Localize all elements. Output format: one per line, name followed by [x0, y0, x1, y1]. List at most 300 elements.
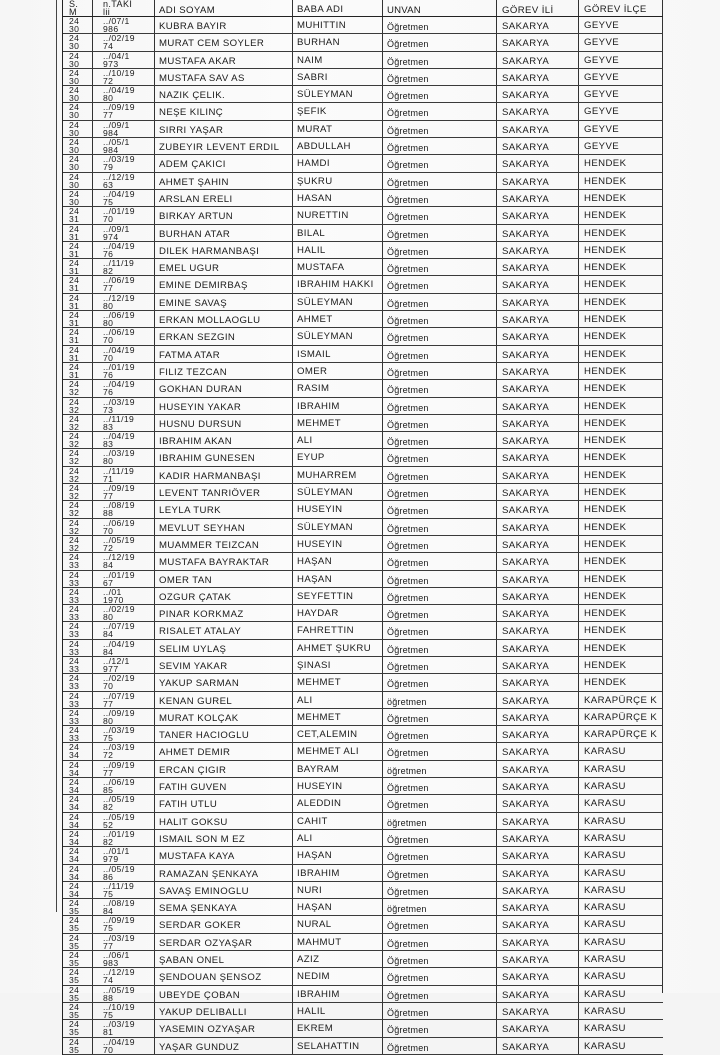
row-tc-cell: ../04/19 70 [93, 346, 155, 362]
row-title-cell: Öğretmen [383, 571, 497, 587]
personnel-table [62, 0, 663, 1055]
header-province: GÖREV İLİ [497, 0, 579, 16]
row-father-cell: NURETTIN [293, 207, 383, 223]
row-name-cell: FILIZ TEZCAN [155, 363, 293, 379]
row-title-cell: Öğretmen [383, 346, 497, 362]
row-tc-cell: ../12/19 84 [93, 553, 155, 569]
row-tc-cell: ../03/19 81 [93, 1020, 155, 1036]
row-sm-cell: 24 30 [63, 155, 93, 171]
row-father-cell: AHMET ŞUKRU [293, 640, 383, 656]
row-district-cell: HENDEK [584, 469, 627, 481]
row-sm-cell: 24 34 [63, 743, 93, 759]
row-province-cell: SAKARYA [497, 415, 579, 431]
header-name: ADI SOYAM [155, 0, 293, 16]
header-title: UNVAN [383, 0, 497, 16]
row-father-cell: MEHMET ALI [293, 743, 383, 759]
row-sm-cell: 24 30 [63, 190, 93, 206]
table-row [63, 173, 663, 190]
row-province-cell: SAKARYA [497, 1020, 579, 1036]
row-province-cell: SAKARYA [497, 398, 579, 414]
row-father-cell: NEDIM [293, 968, 383, 984]
row-father-cell: ŞUKRU [293, 173, 383, 189]
table-row [63, 830, 663, 847]
row-tc-cell: ../05/19 86 [93, 865, 155, 881]
row-name-cell: SERDAR GOKER [155, 916, 293, 932]
row-father-cell: SÜLEYMAN [293, 519, 383, 535]
table-row [63, 692, 663, 709]
row-name-cell: OZGUR ÇATAK [155, 588, 293, 604]
row-title-cell: Öğretmen [383, 86, 497, 102]
table-row [63, 865, 663, 882]
row-father-cell: HAŞAN [293, 553, 383, 569]
row-father-cell: CAHIT [293, 813, 383, 829]
row-province-cell: SAKARYA [497, 328, 579, 344]
row-province-cell: SAKARYA [497, 865, 579, 881]
row-district-cell: HENDEK [584, 227, 627, 239]
row-title-cell: Öğretmen [383, 432, 497, 448]
row-district-cell: HENDEK [584, 435, 627, 447]
row-province-cell: SAKARYA [497, 622, 579, 638]
row-title-cell: Öğretmen [383, 830, 497, 846]
header-sm: S. M [63, 0, 93, 16]
row-sm-cell: 24 35 [63, 1003, 93, 1019]
row-sm-cell: 24 32 [63, 432, 93, 448]
row-province-cell: SAKARYA [497, 571, 579, 587]
row-province-cell: SAKARYA [497, 1003, 579, 1019]
table-row [63, 86, 663, 103]
table-row [63, 155, 663, 172]
table-row [63, 380, 663, 397]
table-row [63, 571, 663, 588]
row-district-cell: HENDEK [584, 279, 627, 291]
row-title-cell: Öğretmen [383, 155, 497, 171]
row-title-cell: Öğretmen [383, 709, 497, 725]
row-province-cell: SAKARYA [497, 1038, 579, 1054]
row-district-cell: GEYVE [584, 123, 620, 135]
row-father-cell: ALEDDIN [293, 795, 383, 811]
row-sm-cell: 24 30 [63, 103, 93, 119]
row-province-cell: SAKARYA [497, 363, 579, 379]
row-sm-cell: 24 35 [63, 1038, 93, 1054]
row-title-cell: Öğretmen [383, 968, 497, 984]
row-tc-cell: ../07/19 77 [93, 692, 155, 708]
row-district-cell: KARASU [584, 815, 626, 827]
row-sm-cell: 24 33 [63, 622, 93, 638]
table-row [63, 882, 663, 899]
row-sm-cell: 24 32 [63, 501, 93, 517]
row-sm-cell: 24 32 [63, 380, 93, 396]
row-district-cell: GEYVE [584, 20, 620, 31]
row-sm-cell: 24 31 [63, 207, 93, 223]
row-name-cell: DILEK HARMANBAŞI [155, 242, 293, 258]
table-row [63, 501, 663, 518]
row-father-cell: EKREM [293, 1020, 383, 1036]
row-district-cell: HENDEK [584, 348, 627, 360]
row-province-cell: SAKARYA [497, 519, 579, 535]
row-province-cell: SAKARYA [497, 467, 579, 483]
row-name-cell: YAKUP SARMAN [155, 674, 293, 690]
row-title-cell: Öğretmen [383, 259, 497, 275]
row-district-cell: HENDEK [584, 573, 627, 585]
row-sm-cell: 24 34 [63, 761, 93, 777]
table-row [63, 622, 663, 639]
row-father-cell: BILAL [293, 225, 383, 241]
row-sm-cell: 24 33 [63, 640, 93, 656]
row-father-cell: IBRAHIM [293, 986, 383, 1002]
row-district-cell: KARASU [584, 746, 626, 758]
row-title-cell: Öğretmen [383, 328, 497, 344]
row-district-cell: HENDEK [584, 521, 627, 533]
row-sm-cell: 24 31 [63, 363, 93, 379]
row-district-cell: KARASU [584, 781, 626, 793]
row-tc-cell: ../03/19 77 [93, 934, 155, 950]
row-title-cell: Öğretmen [383, 311, 497, 327]
row-district-cell: HENDEK [584, 625, 627, 637]
row-name-cell: RISALET ATALAY [155, 622, 293, 638]
row-father-cell: SELAHATTIN [293, 1038, 383, 1054]
table-row [63, 242, 663, 259]
row-district-cell: KARASU [584, 919, 626, 931]
row-province-cell: SAKARYA [497, 346, 579, 362]
row-title-cell: Öğretmen [383, 501, 497, 517]
row-tc-cell: ../09/19 77 [93, 761, 155, 777]
row-name-cell: FATIH GUVEN [155, 778, 293, 794]
table-row [63, 778, 663, 795]
row-father-cell: MEHMET [293, 709, 383, 725]
row-tc-cell: ../02/19 80 [93, 605, 155, 621]
row-sm-cell: 24 32 [63, 519, 93, 535]
row-district-cell: HENDEK [584, 504, 627, 516]
table-row [63, 1038, 663, 1055]
row-district-cell: GEYVE [584, 141, 620, 153]
row-title-cell: Öğretmen [383, 588, 497, 604]
row-name-cell: MUAMMER TEIZCAN [155, 536, 293, 552]
row-tc-cell: ../07/19 84 [93, 622, 155, 638]
row-title-cell: Öğretmen [383, 726, 497, 742]
row-sm-cell: 24 30 [63, 138, 93, 154]
row-title-cell: Öğretmen [383, 795, 497, 811]
table-row [63, 1020, 663, 1037]
row-tc-cell: ../09/19 77 [93, 484, 155, 500]
row-father-cell: RASIM [293, 380, 383, 396]
row-sm-cell: 24 35 [63, 1020, 93, 1036]
table-row [63, 519, 663, 536]
row-province-cell: SAKARYA [497, 207, 579, 223]
table-row [63, 553, 663, 570]
table-row [63, 761, 663, 778]
row-father-cell: SÜLEYMAN [293, 86, 383, 102]
row-tc-cell: ../09/19 80 [93, 709, 155, 725]
row-province-cell: SAKARYA [497, 34, 579, 50]
row-name-cell: AHMET DEMIR [155, 743, 293, 759]
row-name-cell: GOKHAN DURAN [155, 380, 293, 396]
row-title-cell: Öğretmen [383, 986, 497, 1002]
row-district-cell: GEYVE [584, 37, 620, 49]
row-name-cell: MUSTAFA SAV AS [155, 69, 293, 85]
row-title-cell: Öğretmen [383, 674, 497, 690]
row-district-cell: KARAPÜRÇE K [584, 694, 658, 706]
table-row [63, 276, 663, 293]
table-row [63, 640, 663, 657]
row-name-cell: HALIT GOKSU [155, 813, 293, 829]
row-district-cell: HENDEK [584, 677, 627, 689]
row-district-cell: HENDEK [584, 383, 627, 395]
row-sm-cell: 24 35 [63, 934, 93, 950]
row-province-cell: SAKARYA [497, 743, 579, 759]
row-tc-cell: ../06/19 85 [93, 778, 155, 794]
row-tc-cell: ../11/19 83 [93, 415, 155, 431]
row-district-cell: KARASU [584, 971, 626, 983]
row-district-cell: HENDEK [584, 659, 627, 671]
row-district-cell: HENDEK [584, 244, 627, 256]
row-province-cell: SAKARYA [497, 121, 579, 137]
row-father-cell: CET,ALEMIN [293, 726, 383, 742]
row-father-cell: HALIL [293, 242, 383, 258]
row-district-cell: HENDEK [584, 192, 627, 204]
row-father-cell: SÜLEYMAN [293, 484, 383, 500]
row-father-cell: HAMDI [293, 155, 383, 171]
row-title-cell: Öğretmen [383, 242, 497, 258]
row-father-cell: HAŞAN [293, 847, 383, 863]
row-province-cell: SAKARYA [497, 761, 579, 777]
row-tc-cell: ../09/1 974 [93, 225, 155, 241]
row-name-cell: SAVAŞ EMINOGLU [155, 882, 293, 898]
row-father-cell: ALI [293, 692, 383, 708]
row-sm-cell: 24 35 [63, 916, 93, 932]
row-name-cell: ADEM ÇAKICI [155, 155, 293, 171]
row-province-cell: SAKARYA [497, 380, 579, 396]
table-row [63, 467, 663, 484]
table-row [63, 17, 663, 34]
row-district-cell: KARAPÜRÇE K [584, 711, 658, 723]
row-sm-cell: 24 31 [63, 276, 93, 292]
row-title-cell: Öğretmen [383, 449, 497, 465]
table-header-row [63, 0, 663, 17]
table-row [63, 103, 663, 120]
row-sm-cell: 24 35 [63, 951, 93, 967]
row-district-cell: GEYVE [584, 71, 620, 83]
table-row [63, 311, 663, 328]
row-father-cell: MEHMET [293, 674, 383, 690]
row-title-cell: Öğretmen [383, 622, 497, 638]
row-name-cell: YAŞAR GUNDUZ [155, 1038, 293, 1054]
row-title-cell: Öğretmen [383, 484, 497, 500]
row-title-cell: Öğretmen [383, 1020, 497, 1036]
row-province-cell: SAKARYA [497, 951, 579, 967]
row-father-cell: ISMAIL [293, 346, 383, 362]
row-name-cell: ERKAN SEZGIN [155, 328, 293, 344]
row-father-cell: MURAT [293, 121, 383, 137]
row-title-cell: Öğretmen [383, 190, 497, 206]
row-district-cell: KARASU [584, 763, 626, 775]
row-sm-cell: 24 31 [63, 311, 93, 327]
row-sm-cell: 24 34 [63, 830, 93, 846]
row-district-cell: HENDEK [584, 331, 627, 343]
row-district-cell: HENDEK [584, 400, 627, 412]
row-province-cell: SAKARYA [497, 225, 579, 241]
row-province-cell: SAKARYA [497, 899, 579, 915]
table-row [63, 743, 663, 760]
row-father-cell: SABRI [293, 69, 383, 85]
row-tc-cell: ../04/19 75 [93, 190, 155, 206]
table-row [63, 847, 663, 864]
row-tc-cell: ../05/19 72 [93, 536, 155, 552]
row-province-cell: SAKARYA [497, 934, 579, 950]
row-title-cell: Öğretmen [383, 467, 497, 483]
row-name-cell: MUSTAFA KAYA [155, 847, 293, 863]
row-name-cell: YASEMIN OZYAŞAR [155, 1020, 293, 1036]
row-father-cell: HAŞAN [293, 899, 383, 915]
table-row [63, 674, 663, 691]
row-father-cell: BURHAN [293, 34, 383, 50]
row-district-cell: GEYVE [584, 89, 620, 101]
row-name-cell: ARSLAN ERELI [155, 190, 293, 206]
row-tc-cell: ../05/19 52 [93, 813, 155, 829]
row-district-cell: HENDEK [584, 296, 627, 308]
row-province-cell: SAKARYA [497, 103, 579, 119]
row-sm-cell: 24 32 [63, 536, 93, 552]
row-father-cell: MUSTAFA [293, 259, 383, 275]
table-row [63, 934, 663, 951]
row-name-cell: SELIM UYLAŞ [155, 640, 293, 656]
row-district-cell: KARASU [584, 954, 626, 966]
row-name-cell: EMINE SAVAŞ [155, 294, 293, 310]
row-province-cell: SAKARYA [497, 553, 579, 569]
table-row [63, 813, 663, 830]
row-province-cell: SAKARYA [497, 242, 579, 258]
row-name-cell: YAKUP DELIBALLI [155, 1003, 293, 1019]
row-province-cell: SAKARYA [497, 501, 579, 517]
row-sm-cell: 24 30 [63, 173, 93, 189]
row-sm-cell: 24 33 [63, 605, 93, 621]
row-name-cell: OMER TAN [155, 571, 293, 587]
row-sm-cell: 24 30 [63, 86, 93, 102]
row-title-cell: Öğretmen [383, 276, 497, 292]
row-name-cell: MURAT CEM SOYLER [155, 34, 293, 50]
row-district-cell: HENDEK [584, 452, 627, 464]
row-sm-cell: 24 32 [63, 467, 93, 483]
row-district-cell: HENDEK [584, 608, 627, 620]
row-province-cell: SAKARYA [497, 449, 579, 465]
row-title-cell: Öğretmen [383, 398, 497, 414]
row-title-cell: Öğretmen [383, 52, 497, 68]
table-row [63, 899, 663, 916]
row-sm-cell: 24 31 [63, 294, 93, 310]
row-name-cell: FATMA ATAR [155, 346, 293, 362]
row-title-cell: Öğretmen [383, 173, 497, 189]
row-title-cell: Öğretmen [383, 207, 497, 223]
row-title-cell: Öğretmen [383, 363, 497, 379]
row-tc-cell: ../09/1 984 [93, 121, 155, 137]
row-name-cell: AHMET ŞAHIN [155, 173, 293, 189]
row-father-cell: ALI [293, 432, 383, 448]
row-tc-cell: ../04/19 84 [93, 640, 155, 656]
row-tc-cell: ../09/19 77 [93, 103, 155, 119]
row-province-cell: SAKARYA [497, 830, 579, 846]
row-district-cell: HENDEK [584, 642, 627, 654]
row-sm-cell: 24 34 [63, 795, 93, 811]
row-name-cell: NAZIK ÇELIK. [155, 86, 293, 102]
row-name-cell: BURHAN ATAR [155, 225, 293, 241]
row-tc-cell: ../06/19 80 [93, 311, 155, 327]
row-father-cell: FAHRETTIN [293, 622, 383, 638]
row-sm-cell: 24 33 [63, 709, 93, 725]
row-tc-cell: ../10/19 72 [93, 69, 155, 85]
row-sm-cell: 24 35 [63, 968, 93, 984]
row-title-cell: öğretmen [383, 813, 497, 829]
row-tc-cell: ../05/19 82 [93, 795, 155, 811]
row-tc-cell: ../11/19 75 [93, 882, 155, 898]
row-title-cell: Öğretmen [383, 1003, 497, 1019]
row-sm-cell: 24 33 [63, 657, 93, 673]
row-district-cell: KARASU [584, 1005, 626, 1017]
row-title-cell: Öğretmen [383, 882, 497, 898]
row-father-cell: ŞEFIK [293, 103, 383, 119]
row-sm-cell: 24 30 [63, 52, 93, 68]
row-province-cell: SAKARYA [497, 294, 579, 310]
table-body [63, 17, 663, 1055]
row-father-cell: IBRAHIM [293, 865, 383, 881]
row-father-cell: HAŞAN [293, 571, 383, 587]
row-district-cell: KARASU [584, 1023, 626, 1035]
row-district-cell: HENDEK [584, 314, 627, 326]
row-title-cell: Öğretmen [383, 103, 497, 119]
row-district-cell: HENDEK [584, 365, 627, 377]
row-title-cell: öğretmen [383, 761, 497, 777]
row-tc-cell: ../08/19 84 [93, 899, 155, 915]
row-title-cell: Öğretmen [383, 121, 497, 137]
row-province-cell: SAKARYA [497, 657, 579, 673]
row-father-cell: SÜLEYMAN [293, 328, 383, 344]
row-father-cell: BAYRAM [293, 761, 383, 777]
row-tc-cell: ../01/1 979 [93, 847, 155, 863]
table-row [63, 121, 663, 138]
row-name-cell: MURAT KOLÇAK [155, 709, 293, 725]
row-tc-cell: ../09/19 75 [93, 916, 155, 932]
row-title-cell: Öğretmen [383, 519, 497, 535]
table-row [63, 726, 663, 743]
row-father-cell: SÜLEYMAN [293, 294, 383, 310]
row-province-cell: SAKARYA [497, 968, 579, 984]
row-name-cell: HUSNU DURSUN [155, 415, 293, 431]
table-row [63, 449, 663, 466]
row-title-cell: Öğretmen [383, 934, 497, 950]
row-title-cell: Öğretmen [383, 605, 497, 621]
table-row [63, 259, 663, 276]
row-tc-cell: ../06/19 70 [93, 519, 155, 535]
row-tc-cell: ../03/19 75 [93, 726, 155, 742]
table-row [63, 657, 663, 674]
row-sm-cell: 24 31 [63, 242, 93, 258]
row-tc-cell: ../02/19 70 [93, 674, 155, 690]
row-sm-cell: 24 33 [63, 571, 93, 587]
row-name-cell: TANER HACIOGLU [155, 726, 293, 742]
row-province-cell: SAKARYA [497, 484, 579, 500]
row-sm-cell: 24 33 [63, 553, 93, 569]
row-name-cell: UBEYDE ÇOBAN [155, 986, 293, 1002]
row-title-cell: Öğretmen [383, 17, 497, 33]
row-title-cell: Öğretmen [383, 847, 497, 863]
row-sm-cell: 24 32 [63, 449, 93, 465]
row-tc-cell: ../06/19 70 [93, 328, 155, 344]
table-row [63, 588, 663, 605]
row-father-cell: HUSEYIN [293, 536, 383, 552]
row-father-cell: MAHMUT [293, 934, 383, 950]
row-tc-cell: ../04/19 80 [93, 86, 155, 102]
table-row [63, 916, 663, 933]
row-tc-cell: ../01/19 76 [93, 363, 155, 379]
row-name-cell: NEŞE KILINÇ [155, 103, 293, 119]
